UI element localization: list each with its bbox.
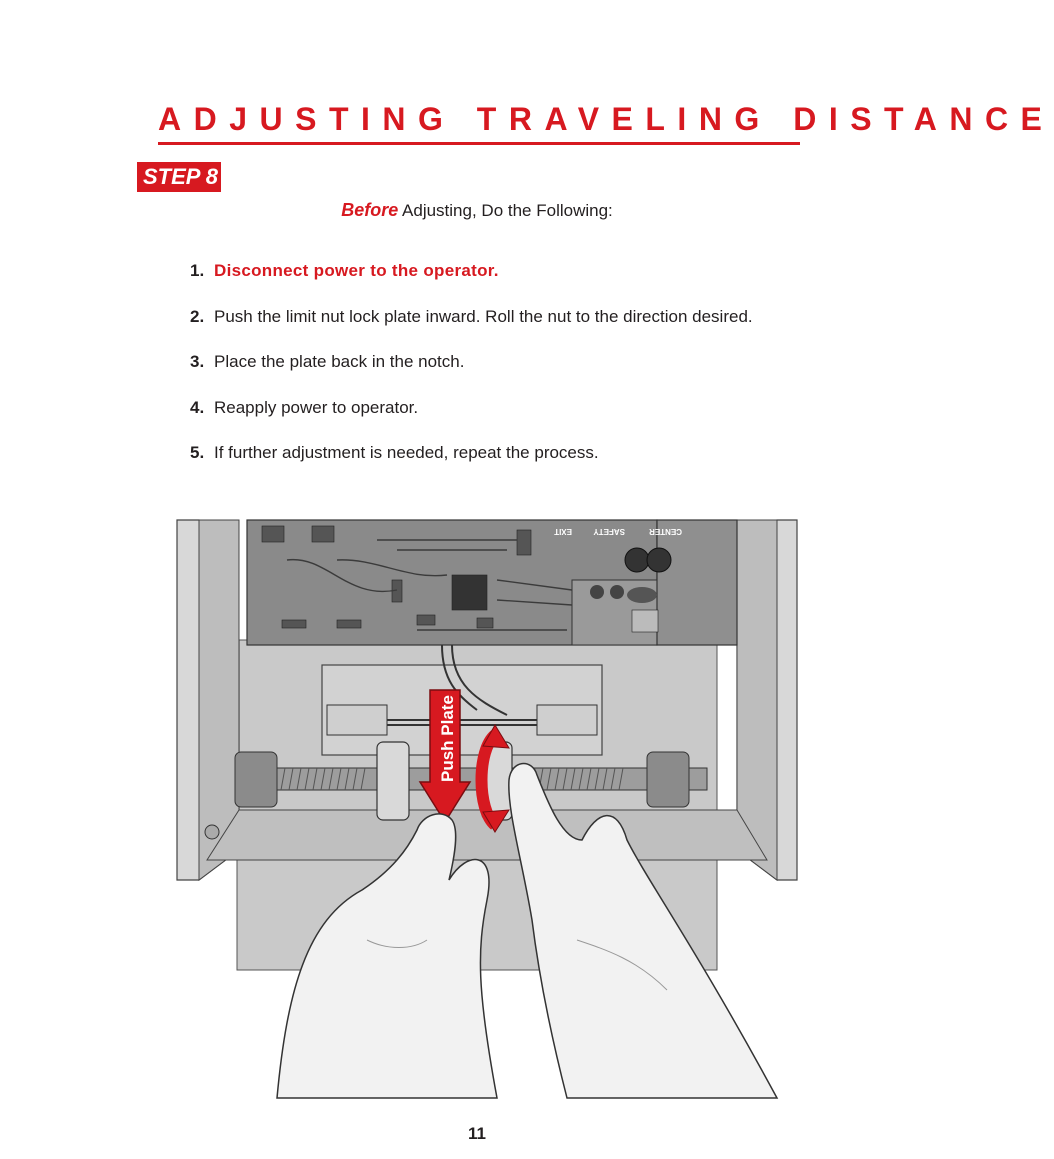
- board-label-safety: SAFETY: [593, 527, 625, 536]
- list-item: [190, 395, 753, 441]
- title-rule: [158, 142, 800, 145]
- push-plate-label: Push Plate: [438, 695, 457, 782]
- intro-line: [0, 198, 954, 223]
- step-text: Reapply power to operator.: [214, 397, 419, 417]
- step-text: Push the limit nut lock plate inward. Roll the nut to the direction desired.: [214, 306, 753, 326]
- operator-illustration: [177, 520, 797, 1098]
- step-text: If further adjustment is needed, repeat the process.: [214, 443, 599, 462]
- board-label-center: CENTER: [649, 527, 682, 536]
- board-label-exit: EXIT: [554, 527, 572, 536]
- step-text: Place the plate back in the notch.: [214, 352, 465, 371]
- step-number: 1.: [190, 261, 205, 280]
- intro-text: Adjusting, Do the Following:: [398, 201, 613, 220]
- page-number: 11: [468, 1124, 486, 1143]
- page-title: ADJUSTING TRAVELING DISTANCE: [158, 101, 1054, 137]
- list-item: [190, 304, 753, 350]
- step-badge: STEP 8: [137, 162, 221, 192]
- step-list: [190, 258, 753, 486]
- step-number: 3.: [190, 352, 205, 371]
- list-item: [190, 440, 753, 486]
- list-item: [190, 349, 753, 395]
- step-number: 5.: [190, 443, 205, 462]
- intro-emphasis: Before: [341, 200, 399, 220]
- step-number: 4.: [190, 397, 205, 417]
- list-item: [190, 258, 753, 304]
- step-text: Disconnect power to the operator.: [214, 261, 499, 280]
- step-number: 2.: [190, 306, 205, 326]
